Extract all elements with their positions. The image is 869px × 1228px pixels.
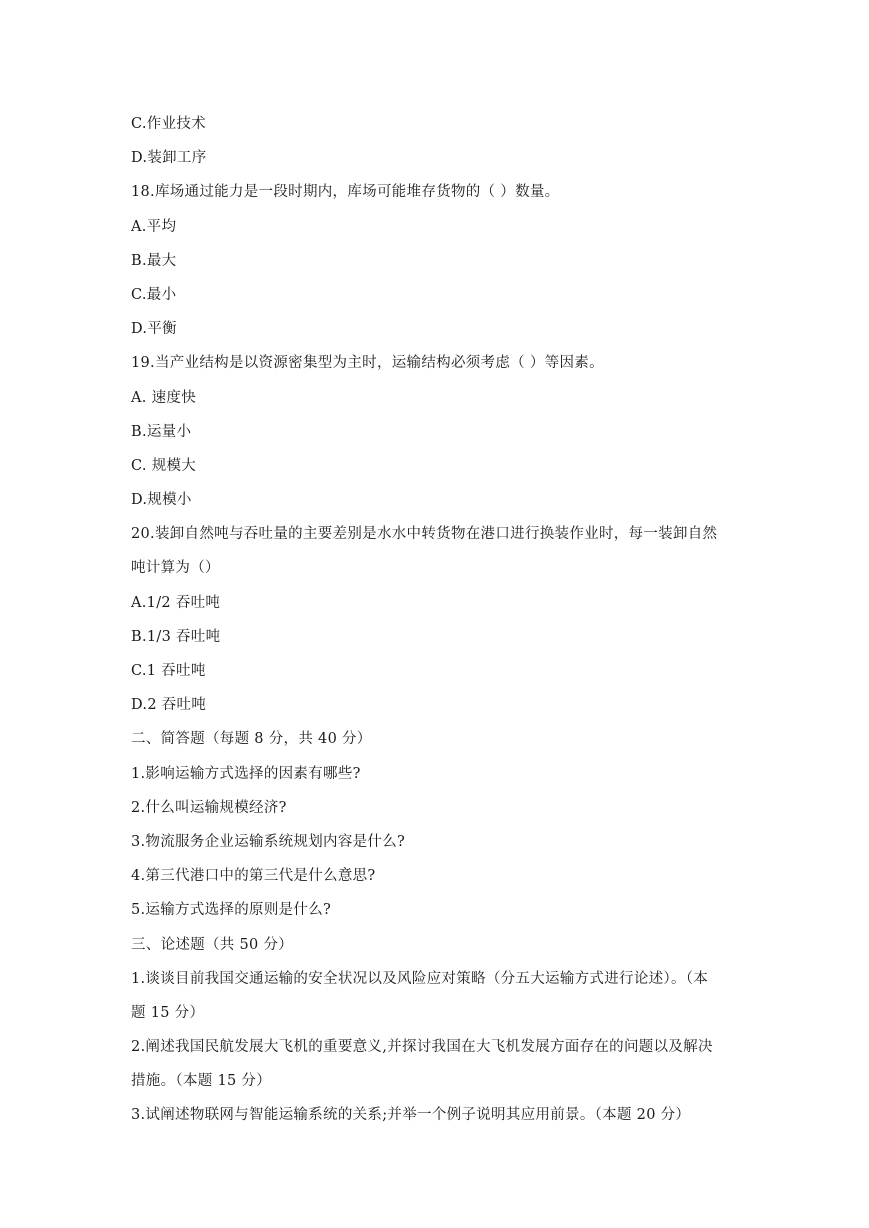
option-d-q20: D.2 吞吐吨 (131, 697, 207, 714)
option-a-q19: A. 速度快 (131, 389, 196, 406)
essay-1-line-1: 1.谈谈目前我国交通运输的安全状况以及风险应对策略（分五大运输方式进行论述）。（本 (131, 970, 709, 987)
option-b-q19: B.运量小 (131, 423, 192, 440)
option-b-q20: B.1/3 吞吐吨 (131, 628, 221, 645)
option-c-q18: C.最小 (131, 286, 177, 303)
option-d-q19: D.规模小 (131, 492, 192, 509)
option-b-q18: B.最大 (131, 252, 177, 269)
option-a-q18: A.平均 (131, 218, 177, 235)
question-20-line-2: 吨计算为（） (131, 560, 220, 577)
short-answer-5: 5.运输方式选择的原则是什么? (131, 902, 332, 919)
short-answer-1: 1.影响运输方式选择的因素有哪些? (131, 765, 361, 782)
essay-1-line-2: 题 15 分） (131, 1004, 205, 1021)
short-answer-4: 4.第三代港口中的第三代是什么意思? (131, 868, 376, 885)
essay-3: 3.试阐述物联网与智能运输系统的关系;并举一个例子说明其应用前景。（本题 20 分） (131, 1107, 691, 1124)
option-c-q20: C.1 吞吐吨 (131, 663, 206, 679)
section-heading-short-answer: 二、简答题（每题 8 分，共 40 分） (131, 731, 372, 748)
question-18: 18.库场通过能力是一段时期内，库场可能堆存货物的（ ）数量。 (131, 184, 560, 201)
question-19: 19.当产业结构是以资源密集型为主时，运输结构必须考虑（ ）等因素。 (131, 355, 604, 372)
option-a-q20: A.1/2 吞吐吨 (131, 594, 221, 611)
option-c-q17: C.作业技术 (131, 116, 206, 132)
section-heading-essay: 三、论述题（共 50 分） (131, 936, 294, 953)
option-c-q19: C. 规模大 (131, 457, 197, 474)
document-page (131, 107, 741, 1133)
short-answer-2: 2.什么叫运输规模经济? (131, 799, 287, 816)
option-d-q17: D.装卸工序 (131, 150, 207, 167)
option-d-q18: D.平衡 (131, 321, 177, 338)
essay-2-line-1: 2.阐述我国民航发展大飞机的重要意义,并探讨我国在大飞机发展方面存在的问题以及解决 (131, 1039, 713, 1056)
question-20-line-1: 20.装卸自然吨与吞吐量的主要差别是水水中转货物在港口进行换装作业时，每一装卸自然 (131, 526, 718, 543)
essay-2-line-2: 措施。（本题 15 分） (131, 1073, 272, 1090)
short-answer-3: 3.物流服务企业运输系统规划内容是什么? (131, 833, 406, 850)
